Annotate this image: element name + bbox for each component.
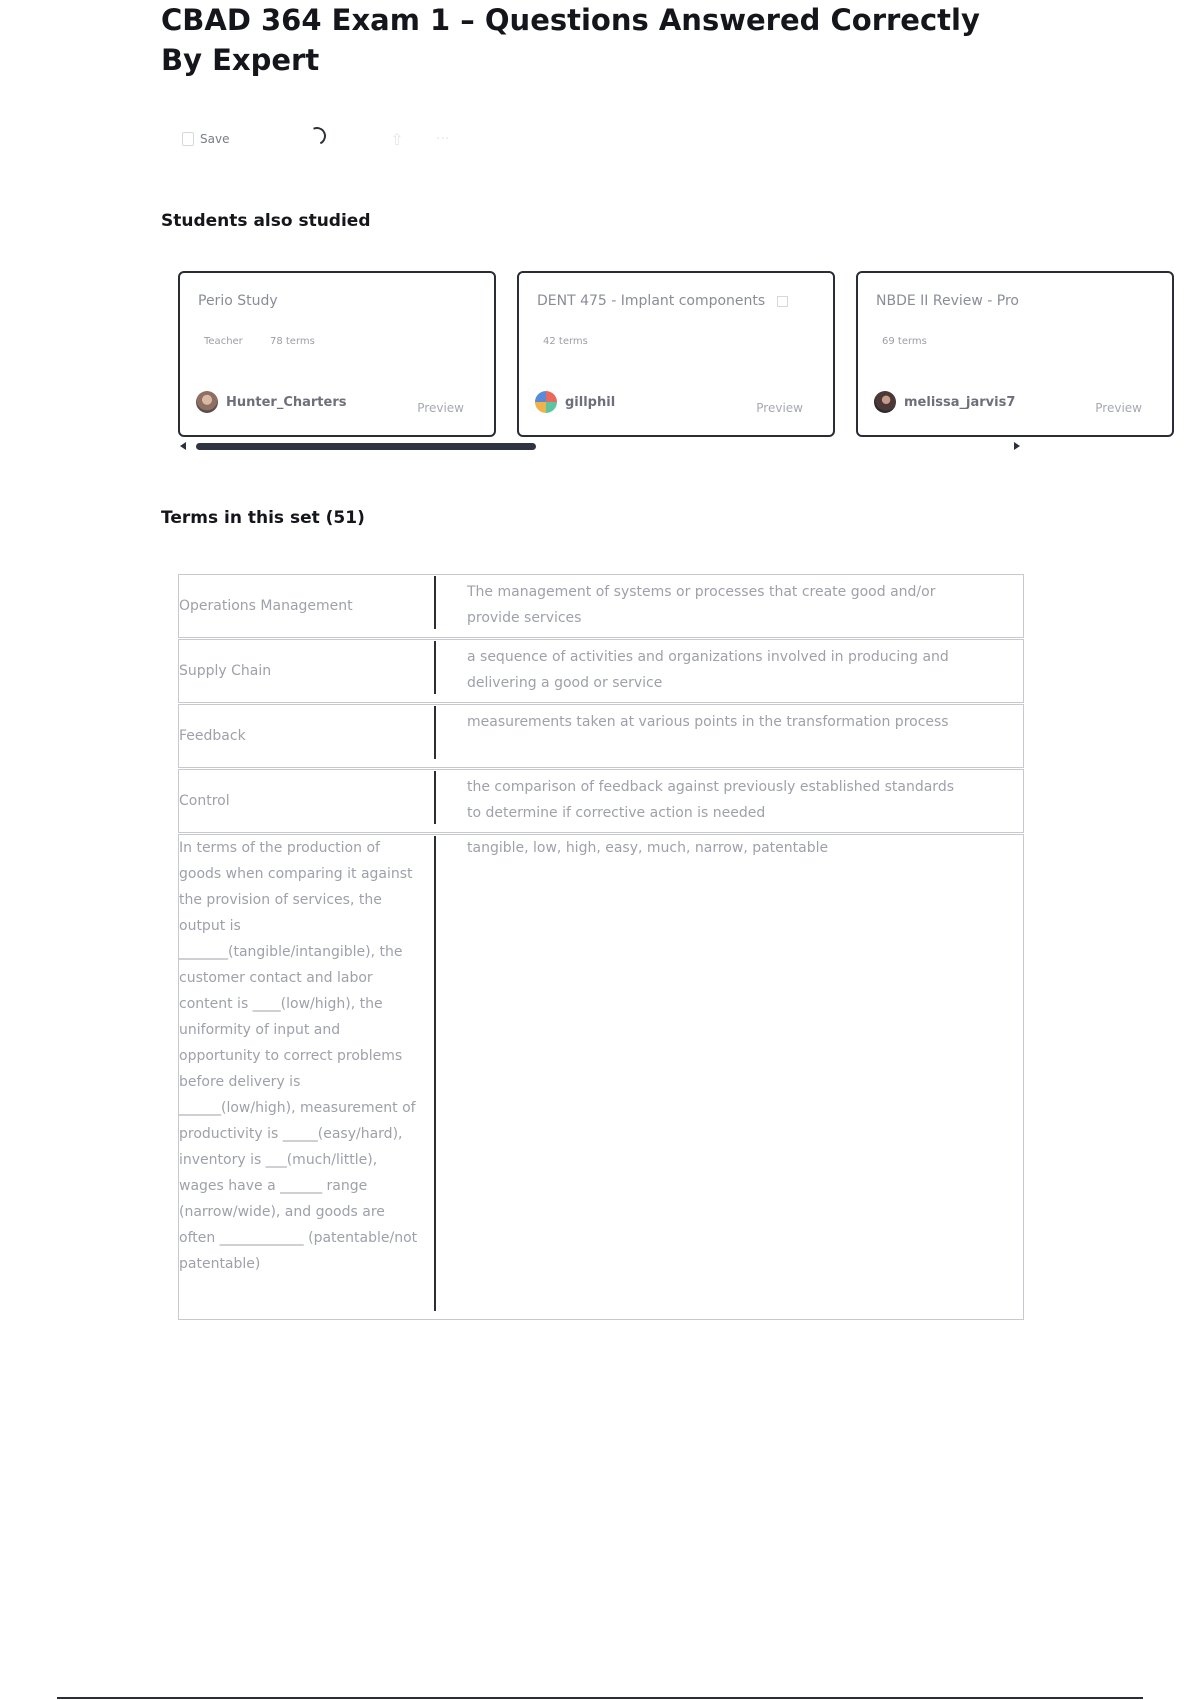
study-set-card[interactable] (178, 271, 496, 437)
term-definition: tangible, low, high, easy, much, narrow, patentable (467, 840, 829, 856)
avatar (874, 391, 896, 413)
page-title: CBAD 364 Exam 1 – Questions Answered Correctly By Expert (161, 3, 980, 77)
page-divider (57, 1697, 1143, 1699)
term-definition: the comparison of feedback against previously established standards to determine if corrective action is needed (467, 779, 954, 821)
term-definition: measurements taken at various points in the transformation process (467, 714, 949, 730)
term-row (178, 834, 1024, 1320)
study-set-card[interactable] (856, 271, 1174, 437)
save-button[interactable] (182, 126, 229, 152)
carousel-scrollbar[interactable] (178, 441, 1024, 451)
term-count: 42 terms (543, 336, 588, 347)
scrollbar-thumb[interactable] (196, 443, 536, 450)
term-definition: The management of systems or processes that create good and/or provide services (467, 584, 936, 626)
term-word: In terms of the production of goods when comparing it against the provision of services, the output is _______(tangible/intangible), the customer contact and labor content is ____(low/high), the uniformity of input and opportunity to correct problems before delivery is ______(low/high), measurement of productivity is _____(easy/hard), inventory is ___(much/little), wages have a ______ range (narrow/wide), and goods are often ____________ (patentable/not patentable) (179, 840, 418, 1272)
username: melissa_jarvis7 (904, 394, 1016, 410)
card-title: NBDE II Review - Pro (876, 293, 1019, 309)
username: gillphil (565, 394, 616, 410)
term-row (178, 704, 1024, 768)
study-set-carousel (178, 271, 1142, 441)
bookmark-icon (182, 132, 194, 146)
preview-button[interactable]: Preview (417, 401, 464, 415)
share-icon[interactable]: ⇧ (390, 129, 404, 149)
terms-heading: Terms in this set (51) (161, 508, 365, 528)
card-author (535, 391, 615, 413)
term-word: Feedback (179, 728, 246, 744)
term-row (178, 769, 1024, 833)
card-meta (882, 336, 927, 347)
diagram-icon (777, 296, 788, 307)
students-also-studied-heading: Students also studied (161, 211, 371, 231)
card-title (537, 293, 788, 309)
term-row (178, 639, 1024, 703)
term-row (178, 574, 1024, 638)
terms-list (178, 574, 1024, 1321)
card-author (196, 391, 347, 413)
term-word: Supply Chain (179, 663, 272, 679)
term-word: Control (179, 793, 230, 809)
set-toolbar (182, 126, 482, 152)
avatar (535, 391, 557, 413)
card-meta (543, 336, 588, 347)
teacher-badge: Teacher (204, 336, 243, 347)
term-count: 69 terms (882, 336, 927, 347)
term-word: Operations Management (179, 598, 353, 614)
save-label: Save (200, 132, 230, 146)
card-author (874, 391, 1015, 413)
preview-button[interactable]: Preview (1095, 401, 1142, 415)
card-title-text: DENT 475 - Implant components (537, 293, 766, 309)
preview-button[interactable]: Preview (756, 401, 803, 415)
loading-spinner-icon (305, 124, 328, 147)
more-options-icon[interactable]: ··· (436, 131, 450, 147)
study-set-card[interactable] (517, 271, 835, 437)
username: Hunter_Charters (226, 394, 347, 410)
scroll-right-arrow-icon[interactable] (1014, 442, 1020, 450)
term-definition: a sequence of activities and organizations involved in producing and delivering a good or service (467, 649, 949, 691)
avatar (196, 391, 218, 413)
card-meta (204, 336, 315, 347)
scroll-left-arrow-icon[interactable] (180, 442, 186, 450)
term-count: 78 terms (269, 336, 315, 347)
card-title: Perio Study (198, 293, 278, 309)
